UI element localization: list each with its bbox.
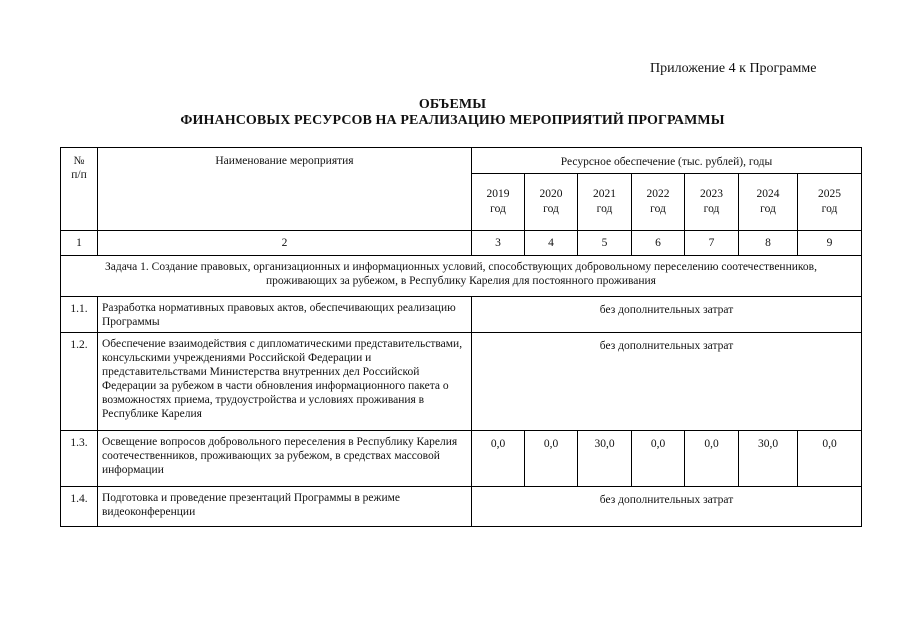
document-subtitle: ФИНАНСОВЫХ РЕСУРСОВ НА РЕАЛИЗАЦИЮ МЕРОПРИЯТИЙ ПРОГРАММЫ: [180, 113, 725, 128]
appendix-label: Приложение 4 к Программе: [650, 61, 817, 76]
year-suffix: год: [490, 203, 506, 215]
row-name: Разработка нормативных правовых актов, обеспечивающих реализацию Программы: [98, 297, 472, 333]
row-value: 0,0: [685, 431, 739, 487]
year-cell: [685, 174, 739, 231]
column-number: 7: [685, 231, 739, 256]
year-suffix: год: [543, 203, 559, 215]
column-number: 3: [472, 231, 525, 256]
year-suffix: год: [821, 203, 838, 215]
header-num-label: п/п: [71, 169, 87, 181]
row-number: 1.2.: [61, 333, 98, 431]
header-resource-cell: Ресурсное обеспечение (тыс. рублей), годы: [472, 148, 862, 174]
column-number: 9: [798, 231, 862, 256]
task-description: Задача 1. Создание правовых, организационных и информационных условий, способствующих добровольному переселению соотечественников, проживающих за рубежом, в Республику Карелия для постоянного проживания: [61, 256, 862, 297]
year-cell: [525, 174, 578, 231]
year-cell: [798, 174, 862, 231]
year-value: 2021: [593, 188, 616, 200]
header-num-symbol: №: [73, 155, 85, 167]
row-value: 0,0: [798, 431, 862, 487]
year-cell: [739, 174, 798, 231]
header-name-cell: Наименование мероприятия: [98, 148, 472, 231]
document-title: ОБЪЕМЫ: [418, 97, 487, 112]
year-value: 2023: [700, 188, 723, 200]
table-row: [61, 297, 862, 333]
year-value: 2025: [818, 188, 841, 200]
financing-table: [60, 147, 862, 527]
row-value: 30,0: [739, 431, 798, 487]
year-value: 2024: [756, 188, 780, 200]
row-name: Обеспечение взаимодействия с дипломатическими представительствами, консульскими учреждениями Российской Федерации и представительствами Министерства внутренних дел Российской Федерации за рубежом в части обновления информационного пакета о возможностях приема, трудоустройства и условиях проживания в Республике Карелия: [98, 333, 472, 431]
column-number: 6: [632, 231, 685, 256]
header-num-cell: [61, 148, 98, 231]
table-row: [61, 431, 862, 487]
column-number: 2: [98, 231, 472, 256]
row-note: без дополнительных затрат: [472, 487, 862, 527]
column-numbers-row: [61, 231, 862, 256]
column-number: 4: [525, 231, 578, 256]
header-row: [61, 148, 862, 174]
year-suffix: год: [596, 203, 613, 215]
column-number: 5: [578, 231, 632, 256]
year-suffix: год: [703, 203, 720, 215]
row-note: без дополнительных затрат: [472, 297, 862, 333]
table-row: [61, 333, 862, 431]
row-note: без дополнительных затрат: [472, 333, 862, 431]
year-cell: [632, 174, 685, 231]
year-value: 2019: [486, 188, 510, 200]
row-name: Подготовка и проведение презентаций Программы в режиме видеоконференции: [98, 487, 472, 527]
year-value: 2022: [646, 188, 670, 200]
row-value: 30,0: [578, 431, 632, 487]
row-number: 1.4.: [61, 487, 98, 527]
row-number: 1.3.: [61, 431, 98, 487]
task-row: [61, 256, 862, 297]
year-cell: [578, 174, 632, 231]
year-suffix: год: [760, 203, 776, 215]
table-row: [61, 487, 862, 527]
row-value: 0,0: [472, 431, 525, 487]
row-name: Освещение вопросов добровольного переселения в Республику Карелия соотечественников, проживающих за рубежом, в средствах массовой информации: [98, 431, 472, 487]
year-value: 2020: [539, 188, 563, 200]
column-number: 1: [61, 231, 98, 256]
year-suffix: год: [650, 203, 666, 215]
row-value: 0,0: [632, 431, 685, 487]
year-cell: [472, 174, 525, 231]
row-value: 0,0: [525, 431, 578, 487]
row-number: 1.1.: [61, 297, 98, 333]
column-number: 8: [739, 231, 798, 256]
